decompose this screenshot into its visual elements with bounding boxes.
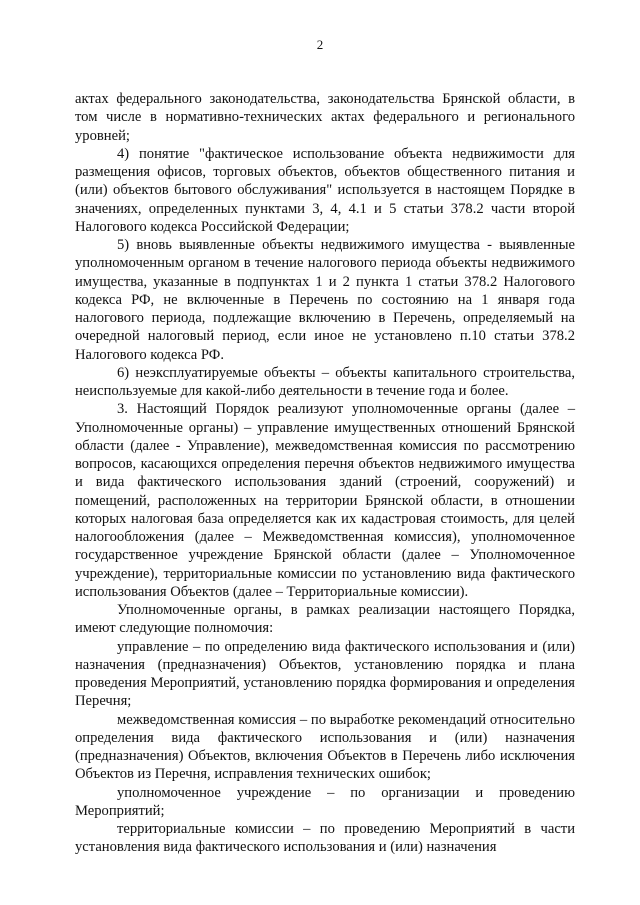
paragraph: Уполномоченные органы, в рамках реализации настоящего Порядка, имеют следующие полномочия: bbox=[75, 602, 575, 637]
paragraph: территориальные комиссии – по проведению Мероприятий в части установления вида фактического использования и (или) назначения bbox=[75, 821, 575, 856]
paragraph: 4) понятие "фактическое использование объекта недвижимости для размещения офисов, торговых объектов, объектов общественного питания и (или) объектов бытового обслуживания" используется в настоящем Порядке в значениях, определенных пунктами 3, 4, 4.1 и 5 статьи 378.2 части второй Налогового кодекса Российской Федерации; bbox=[75, 145, 575, 235]
paragraph: управление – по определению вида фактического использования и (или) назначения (предназначения) Объектов, установлению порядка и плана проведения Мероприятий, установлению порядка формирования и определения Перечня; bbox=[75, 638, 575, 710]
paragraph: уполномоченное учреждение – по организации и проведению Мероприятий; bbox=[75, 784, 575, 819]
paragraph: межведомственная комиссия – по выработке рекомендаций относительно определения вида фактического использования и (или) назначения (предназначения) Объектов, включения Объектов в Перечень либо исключения Объектов из Перечня, исправления технических ошибок; bbox=[75, 711, 575, 783]
paragraph: 6) неэксплуатируемые объекты – объекты капитального строительства, неиспользуемые для какой-либо деятельности в течение года и более. bbox=[75, 364, 575, 399]
paragraph: 5) вновь выявленные объекты недвижимого имущества - выявленные уполномоченным органом в течение налогового периода объекты недвижимого имущества, указанные в подпунктах 1 и 2 пункта 1 статьи 378.2 Налогового кодекса РФ, не включенные в Перечень по состоянию на 1 января года налогового периода, подлежащие включению в Перечень, определяемый на очередной налоговый период, если иное не установлено п.10 статьи 378.2 Налогового кодекса РФ. bbox=[75, 237, 575, 363]
paragraph: актах федерального законодательства, законодательства Брянской области, в том числе в нормативно-технических актах федерального и регионального уровней; bbox=[75, 91, 575, 144]
document-body bbox=[75, 90, 575, 857]
paragraph: 3. Настоящий Порядок реализуют уполномоченные органы (далее – Уполномоченные органы) – управление имущественных отношений Брянской области (далее - Управление), межведомственная комиссия по рассмотрению вопросов, касающихся определения перечня объектов недвижимого имущества и вида фактического использования зданий (строений, сооружений) и помещений, расположенных на территории Брянской области, в отношении которых налоговая база определяется как их кадастровая стоимость, для целей налогообложения (далее – Межведомственная комиссия), уполномоченное государственное учреждение Брянской области (далее – Уполномоченное учреждение), территориальные комиссии по установлению вида фактического использования Объектов (далее – Территориальные комиссии). bbox=[75, 401, 575, 600]
page-number: 2 bbox=[316, 37, 324, 52]
